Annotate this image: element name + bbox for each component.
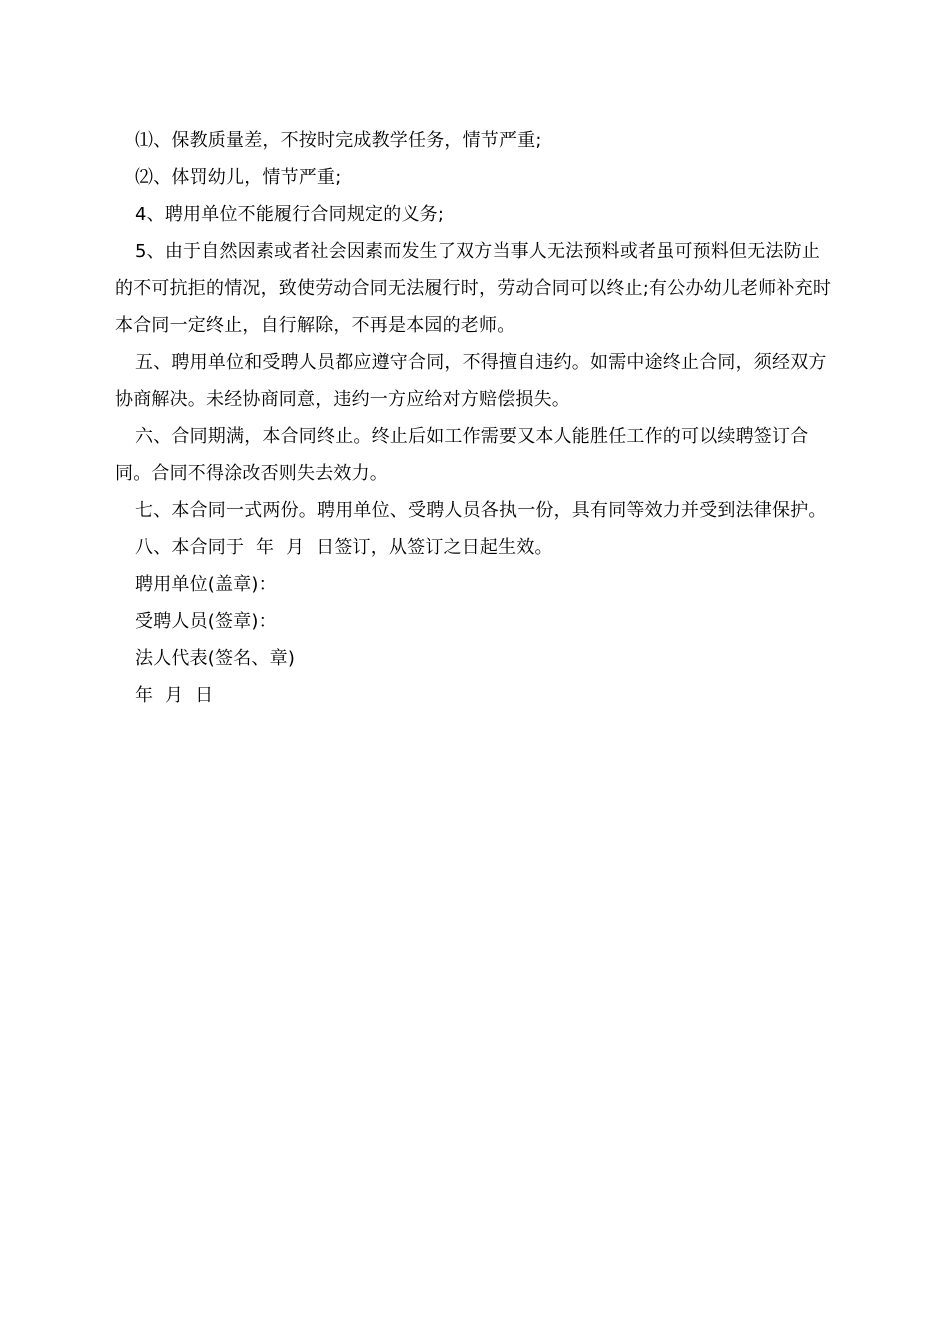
article-6: 六、合同期满，本合同终止。终止后如工作需要又本人能胜任工作的可以续聘签订合同。合同不得涂改否则失去效力。 [115,426,809,484]
employer-seal-line: 聘用单位(盖章)： [135,574,277,595]
clause-4: 4、聘用单位不能履行合同规定的义务; [135,204,445,225]
article-7: 七、本合同一式两份。聘用单位、受聘人员各执一份，具有同等效力并受到法律保护。 [135,500,827,521]
article-5: 五、聘用单位和受聘人员都应遵守合同，不得擅自违约。如需中途终止合同，须经双方协商解决。未经协商同意，违约一方应给对方赔偿损失。 [115,352,827,410]
article-8: 八、本合同于 年 月 日签订，从签订之日起生效。 [135,537,553,558]
clause-5: 5、由于自然因素或者社会因素而发生了双方当事人无法预料或者虽可预料但无法防止的不可抗拒的情况，致使劳动合同无法履行时，劳动合同可以终止;有公办幼儿老师补充时本合同一定终止，自行解除，不再是本园的老师。 [115,241,832,336]
legal-representative-line: 法人代表(签名、章) [135,648,296,669]
date-line: 年 月 日 [135,685,214,706]
document-body [115,122,837,714]
employee-signature-line: 受聘人员(签章)： [135,611,277,632]
clause-item-1: ⑴、保教质量差，不按时完成教学任务，情节严重; [135,130,542,151]
clause-item-2: ⑵、体罚幼儿，情节严重; [135,167,342,188]
